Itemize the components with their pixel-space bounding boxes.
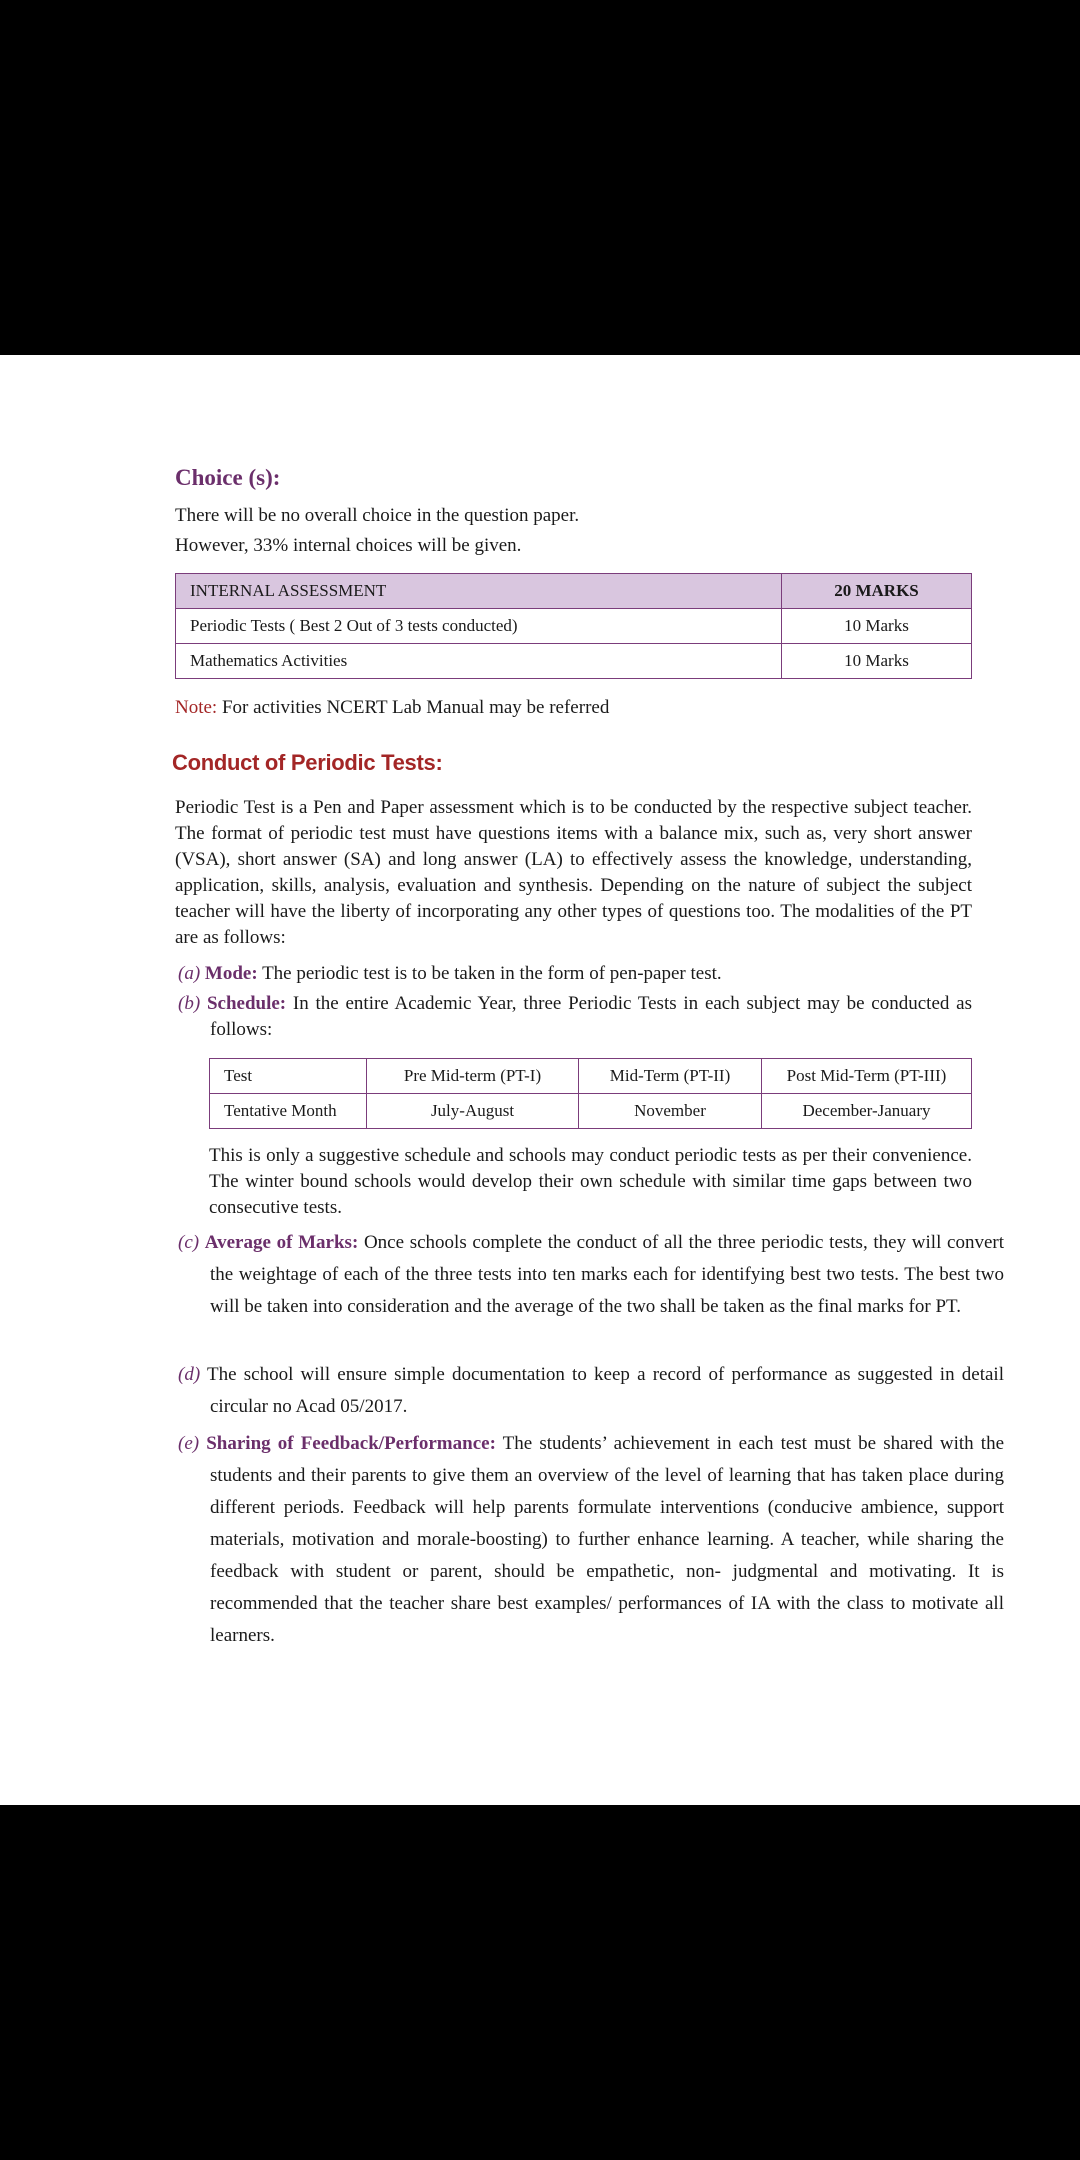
- item-text: The school will ensure simple documentation to keep a record of performance as suggested in detail circular no Acad 05/2017.: [207, 1364, 1004, 1417]
- item-b: [178, 991, 972, 1043]
- item-d: [178, 1359, 1004, 1423]
- table-row: [176, 609, 972, 644]
- table-header-row: [176, 574, 972, 609]
- item-marker: (b): [178, 993, 201, 1014]
- table-cell: Mathematics Activities: [176, 644, 782, 679]
- note-text: For activities NCERT Lab Manual may be referred: [217, 697, 610, 718]
- choice-line-1: There will be no overall choice in the question paper.: [175, 505, 580, 526]
- bottom-black-bar: [0, 1805, 1080, 2160]
- table-cell: Periodic Tests ( Best 2 Out of 3 tests conducted): [176, 609, 782, 644]
- conduct-intro: Periodic Test is a Pen and Paper assessment which is to be conducted by the respective subject teacher. The format of periodic test must have questions items with a balance mix, such as, very short answer (VSA), short answer (SA) and long answer (LA) to effectively assess the knowledge, understanding, application, skills, analysis, evaluation and synthesis. Depending on the nature of subject the subject teacher will have the liberty of incorporating any other types of questions too. The modalities of the PT are as follows:: [175, 797, 972, 948]
- item-title: Schedule:: [206, 993, 287, 1014]
- item-c: [178, 1227, 1004, 1323]
- item-a: [178, 961, 972, 987]
- item-text: The students’ achievement in each test must be shared with the students and their parents to give them an overview of the level of learning that has taken place during different periods. Feedback will help parents formulate interventions (conducive ambience, support materials, motivation and morale-boosting) to further enhance learning. A teacher, while sharing the feedback with student or parent, should be empathetic, non- judgmental and motivating. It is recommended that the teacher share best examples/ performances of IA with the class to motivate all learners.: [210, 1433, 1005, 1646]
- item-marker: (a): [178, 963, 201, 984]
- table-cell: Test: [210, 1059, 367, 1094]
- table-cell: Tentative Month: [210, 1094, 367, 1129]
- table-cell: July-August: [367, 1094, 579, 1129]
- table-row: [176, 644, 972, 679]
- item-text: In the entire Academic Year, three Periodic Tests in each subject may be conducted as follows:: [210, 993, 972, 1040]
- table-cell: Post Mid-Term (PT-III): [762, 1059, 972, 1094]
- schedule-note: This is only a suggestive schedule and schools may conduct periodic tests as per their convenience. The winter bound schools would develop their own schedule with similar time gaps between two consecutive tests.: [209, 1145, 972, 1218]
- table-row: [210, 1094, 972, 1129]
- item-e: [178, 1428, 1004, 1652]
- item-marker: (d): [178, 1364, 201, 1385]
- choice-line-2: However, 33% internal choices will be given.: [175, 535, 522, 556]
- document-page: [0, 355, 1080, 1805]
- table-row: [210, 1059, 972, 1094]
- item-text: Once schools complete the conduct of all the three periodic tests, they will convert the weightage of each of the three tests into ten marks each for identifying best two tests. The best two will be taken into consideration and the average of the two shall be taken as the final marks for PT.: [210, 1232, 1005, 1317]
- internal-assessment-table: [175, 573, 972, 679]
- item-title: Mode:: [204, 963, 258, 984]
- table-cell: 10 Marks: [782, 609, 972, 644]
- item-text: The periodic test is to be taken in the form of pen-paper test.: [257, 963, 722, 984]
- table-cell: 10 Marks: [782, 644, 972, 679]
- table-header-cell: INTERNAL ASSESSMENT: [176, 574, 782, 609]
- item-title: Average of Marks:: [204, 1232, 359, 1253]
- schedule-table: [209, 1058, 972, 1129]
- table-cell: Mid-Term (PT-II): [579, 1059, 762, 1094]
- item-title: Sharing of Feedback/Performance:: [206, 1433, 496, 1454]
- table-header-cell: 20 MARKS: [782, 574, 972, 609]
- conduct-heading: Conduct of Periodic Tests:: [172, 750, 443, 775]
- table-cell: Pre Mid-term (PT-I): [367, 1059, 579, 1094]
- item-marker: (e): [178, 1433, 200, 1454]
- choice-heading: Choice (s):: [175, 465, 281, 490]
- note-line: [175, 695, 609, 721]
- table-cell: December-January: [762, 1094, 972, 1129]
- note-label: Note:: [175, 697, 218, 718]
- table-cell: November: [579, 1094, 762, 1129]
- item-marker: (c): [178, 1232, 200, 1253]
- top-black-bar: [0, 0, 1080, 355]
